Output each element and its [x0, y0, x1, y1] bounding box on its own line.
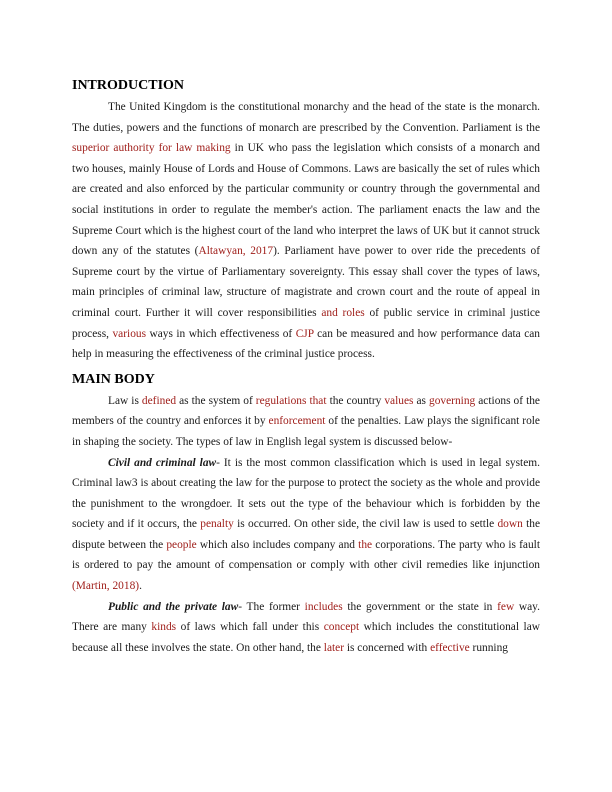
- text-run: as: [413, 394, 430, 407]
- text-run: which includes the constitutional law because all these involves the state. On other hand, the: [72, 621, 540, 654]
- civil-criminal-law-paragraph: [72, 453, 540, 597]
- highlighted-phrase: defined: [141, 394, 177, 407]
- main-body-heading: MAIN BODY: [72, 371, 155, 387]
- text-run: can be measured and how performance data can help in measuring the effectiveness of the criminal justice process.: [72, 327, 541, 361]
- law-definition-paragraph: [72, 391, 540, 453]
- highlighted-phrase: values: [384, 394, 414, 407]
- text-run: .: [139, 580, 142, 593]
- text-run: the country: [326, 394, 385, 407]
- highlighted-phrase: regulations that: [255, 394, 327, 407]
- text-run: of laws which fall under this: [176, 621, 324, 634]
- text-run: is occurred. On other side, the civil law is used to settle: [233, 518, 498, 531]
- text-run: - It is the most common classification which is used in legal system. Criminal law3 is about creating the law for the purpose to protect the society as the whole and provide the punishment to the wrongdoer. It sets out the type of the behaviour which is forbidden by the society and if it occurs, the: [72, 456, 540, 531]
- citation: (Martin, 2018): [72, 580, 140, 593]
- highlighted-phrase: includes: [304, 600, 343, 613]
- text-run: way. There are many: [72, 600, 540, 634]
- text-run: ways in which effectiveness of: [146, 327, 296, 340]
- introduction-paragraph: [72, 97, 540, 365]
- highlighted-phrase: and roles: [321, 306, 365, 319]
- highlighted-phrase: kinds: [151, 621, 177, 634]
- text-run: The United Kingdom is the constitutional monarchy and the head of the state is the monarch. The duties, powers and the functions of monarch are prescribed by the Convention. Parliament is the: [72, 101, 540, 134]
- citation: Altawyan, 2017: [198, 245, 274, 258]
- highlighted-phrase: concept: [323, 621, 360, 634]
- text-run: the dispute between the: [72, 518, 541, 551]
- highlighted-phrase: superior authority for law making: [72, 142, 231, 155]
- text-run: as the system of: [176, 394, 256, 407]
- highlighted-phrase: the: [358, 538, 373, 551]
- document-body: [72, 76, 540, 658]
- highlighted-phrase: various: [112, 327, 147, 340]
- highlighted-phrase: CJP: [295, 327, 314, 340]
- text-run: in UK who pass the legislation which consists of a monarch and two houses, mainly House of Lords and House of Commons. Laws are basically the set of rules which are created and also enforced by the particular community or country through the governmental and social institutions in order to regulate the member's action. The parliament enacts the law and the Supreme Court which is the highest court of the land who interpret the laws of UK but it cannot struck down any of the statutes (: [72, 142, 540, 258]
- text-run: actions of the members of the country and enforces it by: [72, 394, 540, 428]
- public-private-law-paragraph: [72, 597, 540, 659]
- highlighted-phrase: people: [166, 538, 197, 551]
- text-run: is concerned with: [344, 641, 431, 654]
- highlighted-phrase: governing: [429, 394, 476, 407]
- highlighted-phrase: few: [497, 600, 515, 613]
- text-run: running: [469, 641, 508, 654]
- text-run: which also includes company and: [196, 538, 359, 551]
- highlighted-phrase: later: [323, 641, 345, 654]
- term-heading: Civil and criminal law: [108, 456, 217, 469]
- highlighted-phrase: penalty: [200, 518, 234, 531]
- highlighted-phrase: effective: [430, 641, 470, 654]
- text-run: Law is: [108, 394, 142, 407]
- highlighted-phrase: enforcement: [268, 415, 326, 428]
- highlighted-phrase: down: [497, 518, 523, 531]
- text-run: - The former: [238, 600, 305, 613]
- text-run: the government or the state in: [342, 600, 498, 613]
- introduction-heading: INTRODUCTION: [72, 78, 185, 93]
- text-run: ). Parliament have power to over ride the precedents of Supreme court by the virtue of Parliamentary sovereignty. This essay shall cover the types of laws, main principles of criminal law, structure of magistrate and crown court and the route of appeal in criminal court. Further it will cover responsibilities: [72, 245, 540, 319]
- text-run: of the penalties. Law plays the significant role in shaping the society. The types of law in English legal system is discussed below-: [72, 415, 540, 448]
- text-run: of public service in criminal justice process,: [72, 306, 540, 340]
- text-run: corporations. The party who is fault is ordered to pay the amount of compensation or comply with other civil remedies like injunction: [72, 538, 540, 572]
- term-heading: Public and the private law: [108, 600, 239, 613]
